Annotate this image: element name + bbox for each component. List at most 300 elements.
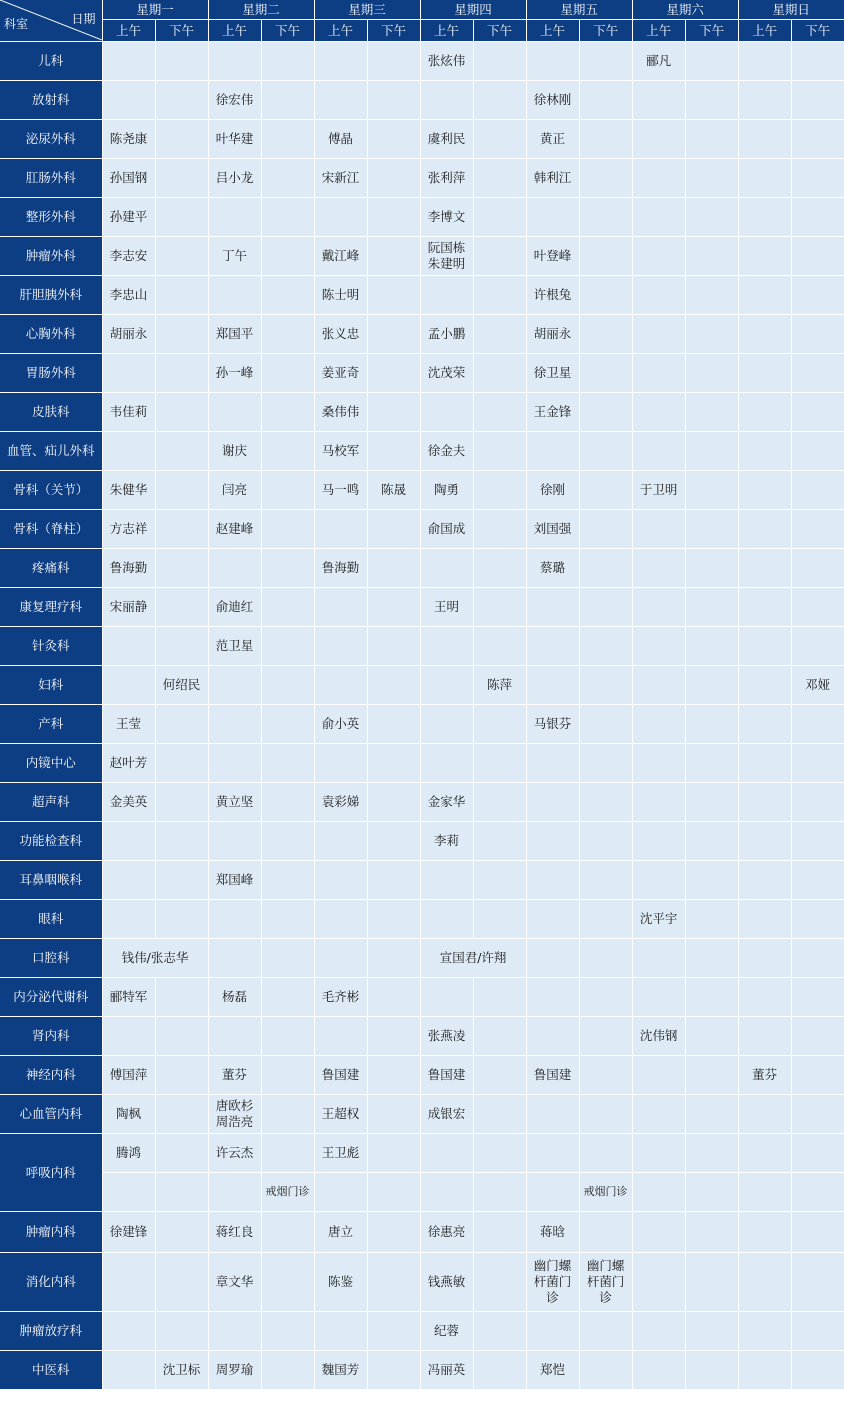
doctor-name: 桑伟伟 (314, 393, 367, 432)
schedule-cell (791, 783, 844, 822)
schedule-cell (420, 705, 473, 744)
schedule-row (0, 354, 844, 393)
schedule-cell (791, 549, 844, 588)
schedule-cell (155, 510, 208, 549)
schedule-cell (473, 1173, 526, 1212)
schedule-cell (155, 900, 208, 939)
doctor-name: 赵叶芳 (102, 744, 155, 783)
schedule-cell (791, 510, 844, 549)
schedule-cell (526, 198, 579, 237)
schedule-cell (526, 42, 579, 81)
schedule-cell (579, 627, 632, 666)
doctor-name: 戒烟门诊 (261, 1173, 314, 1212)
schedule-cell (367, 978, 420, 1017)
schedule-cell (102, 81, 155, 120)
schedule-cell (685, 1312, 738, 1351)
schedule-cell (738, 861, 791, 900)
schedule-cell (579, 42, 632, 81)
doctor-name: 王明 (420, 588, 473, 627)
schedule-cell (420, 861, 473, 900)
schedule-cell (473, 588, 526, 627)
doctor-name: 范卫星 (208, 627, 261, 666)
session-header-row (0, 20, 844, 42)
schedule-cell (791, 354, 844, 393)
doctor-name: 李莉 (420, 822, 473, 861)
doctor-name: 成银宏 (420, 1095, 473, 1134)
schedule-cell (420, 393, 473, 432)
schedule-cell (632, 1095, 685, 1134)
schedule-cell (367, 1173, 420, 1212)
schedule-cell (791, 1212, 844, 1253)
doctor-name: 许云杰 (208, 1134, 261, 1173)
schedule-cell (314, 861, 367, 900)
doctor-name: 傅国萍 (102, 1056, 155, 1095)
schedule-cell (261, 900, 314, 939)
schedule-cell (155, 354, 208, 393)
schedule-cell (738, 42, 791, 81)
schedule-cell (791, 744, 844, 783)
schedule-cell (102, 1017, 155, 1056)
department-name: 泌尿外科 (0, 120, 102, 159)
doctor-name: 李博文 (420, 198, 473, 237)
doctor-name: 魏国芳 (314, 1351, 367, 1390)
schedule-row (0, 1134, 844, 1173)
schedule-cell (579, 939, 632, 978)
schedule-cell (791, 1056, 844, 1095)
pm-header: 下午 (791, 20, 844, 42)
schedule-cell (367, 1134, 420, 1173)
schedule-cell (208, 1312, 261, 1351)
schedule-cell (420, 549, 473, 588)
schedule-cell (261, 861, 314, 900)
schedule-cell (791, 1134, 844, 1173)
doctor-name: 鲁国建 (314, 1056, 367, 1095)
schedule-cell (155, 471, 208, 510)
schedule-cell (473, 744, 526, 783)
schedule-cell (791, 627, 844, 666)
schedule-cell (791, 315, 844, 354)
doctor-name: 马银芬 (526, 705, 579, 744)
schedule-cell (314, 81, 367, 120)
schedule-cell (738, 1312, 791, 1351)
schedule-cell (791, 588, 844, 627)
schedule-cell (526, 939, 579, 978)
schedule-cell (526, 1095, 579, 1134)
schedule-cell (579, 393, 632, 432)
schedule-cell (526, 900, 579, 939)
doctor-name: 袁彩娣 (314, 783, 367, 822)
schedule-cell (261, 588, 314, 627)
pm-header: 下午 (155, 20, 208, 42)
schedule-row (0, 627, 844, 666)
schedule-cell (473, 1253, 526, 1312)
doctor-name: 蔡璐 (526, 549, 579, 588)
schedule-cell (685, 471, 738, 510)
doctor-name: 何绍民 (155, 666, 208, 705)
schedule-cell (791, 822, 844, 861)
doctor-name: 孙国钢 (102, 159, 155, 198)
doctor-name: 胡丽永 (102, 315, 155, 354)
schedule-cell (738, 1095, 791, 1134)
schedule-cell (261, 315, 314, 354)
day-header: 星期一 (102, 0, 208, 20)
schedule-cell (579, 822, 632, 861)
doctor-name: 张义忠 (314, 315, 367, 354)
schedule-cell (738, 1351, 791, 1390)
department-name: 中医科 (0, 1351, 102, 1390)
schedule-cell (579, 1017, 632, 1056)
department-name: 肿瘤放疗科 (0, 1312, 102, 1351)
schedule-cell (155, 1173, 208, 1212)
schedule-cell (632, 1253, 685, 1312)
schedule-cell (367, 42, 420, 81)
schedule-cell (314, 198, 367, 237)
schedule-cell (261, 1253, 314, 1312)
schedule-cell (261, 81, 314, 120)
schedule-cell (208, 42, 261, 81)
schedule-cell (526, 666, 579, 705)
schedule-cell (473, 510, 526, 549)
schedule-cell (579, 198, 632, 237)
corner-date-label: 日期 (71, 12, 96, 26)
schedule-row (0, 900, 844, 939)
schedule-cell (261, 666, 314, 705)
schedule-cell (526, 822, 579, 861)
schedule-cell (526, 627, 579, 666)
schedule-cell (155, 822, 208, 861)
doctor-name: 宋新江 (314, 159, 367, 198)
schedule-cell (685, 1351, 738, 1390)
schedule-cell (579, 276, 632, 315)
schedule-cell (632, 432, 685, 471)
schedule-cell (526, 1173, 579, 1212)
schedule-cell (420, 666, 473, 705)
pm-header: 下午 (579, 20, 632, 42)
am-header: 上午 (632, 20, 685, 42)
schedule-cell (102, 1351, 155, 1390)
schedule-cell (208, 744, 261, 783)
doctor-name: 孟小鹏 (420, 315, 473, 354)
schedule-cell (685, 510, 738, 549)
schedule-cell (685, 1212, 738, 1253)
schedule-cell (261, 159, 314, 198)
schedule-cell (526, 744, 579, 783)
doctor-name: 徐刚 (526, 471, 579, 510)
schedule-cell (102, 666, 155, 705)
schedule-cell (208, 1017, 261, 1056)
schedule-cell (473, 159, 526, 198)
schedule-cell (791, 1253, 844, 1312)
doctor-name: 纪蓉 (420, 1312, 473, 1351)
schedule-cell (473, 1312, 526, 1351)
department-name: 心血管内科 (0, 1095, 102, 1134)
schedule-cell (526, 861, 579, 900)
schedule-cell (526, 1017, 579, 1056)
doctor-name: 李忠山 (102, 276, 155, 315)
schedule-cell (155, 42, 208, 81)
schedule-cell (473, 198, 526, 237)
schedule-cell (367, 783, 420, 822)
department-name: 血管、疝儿外科 (0, 432, 102, 471)
schedule-cell (632, 510, 685, 549)
schedule-cell (261, 1017, 314, 1056)
schedule-cell (791, 237, 844, 276)
schedule-cell (791, 1173, 844, 1212)
schedule-cell (579, 1095, 632, 1134)
schedule-cell (738, 939, 791, 978)
schedule-cell (208, 198, 261, 237)
doctor-name: 周罗瑜 (208, 1351, 261, 1390)
schedule-cell (738, 81, 791, 120)
schedule-cell (685, 978, 738, 1017)
schedule-cell (685, 900, 738, 939)
schedule-row (0, 705, 844, 744)
schedule-cell (155, 705, 208, 744)
schedule-row (0, 939, 844, 978)
schedule-cell (685, 939, 738, 978)
schedule-cell (632, 978, 685, 1017)
schedule-cell (314, 1017, 367, 1056)
schedule-row (0, 393, 844, 432)
schedule-cell (738, 432, 791, 471)
schedule-cell (579, 120, 632, 159)
schedule-cell (685, 549, 738, 588)
doctor-name: 郑国平 (208, 315, 261, 354)
department-name: 儿科 (0, 42, 102, 81)
schedule-cell (208, 549, 261, 588)
doctor-name: 幽门螺 杆菌门 诊 (526, 1253, 579, 1312)
schedule-cell (685, 276, 738, 315)
schedule-cell (102, 1312, 155, 1351)
schedule-cell (367, 705, 420, 744)
schedule-cell (632, 666, 685, 705)
schedule-cell (632, 822, 685, 861)
schedule-cell (791, 159, 844, 198)
pm-header: 下午 (367, 20, 420, 42)
schedule-cell (473, 1017, 526, 1056)
schedule-cell (632, 1173, 685, 1212)
schedule-cell (579, 1056, 632, 1095)
schedule-cell (685, 81, 738, 120)
schedule-cell (367, 588, 420, 627)
schedule-cell (685, 159, 738, 198)
doctor-name: 黄立坚 (208, 783, 261, 822)
schedule-cell (367, 939, 420, 978)
schedule-cell (685, 393, 738, 432)
schedule-cell (261, 705, 314, 744)
doctor-name: 傅晶 (314, 120, 367, 159)
doctor-name: 郦特军 (102, 978, 155, 1017)
schedule-cell (367, 744, 420, 783)
schedule-cell (314, 588, 367, 627)
schedule-cell (102, 861, 155, 900)
schedule-cell (261, 432, 314, 471)
schedule-cell (791, 939, 844, 978)
department-name: 放射科 (0, 81, 102, 120)
schedule-cell (367, 1212, 420, 1253)
schedule-cell (261, 510, 314, 549)
schedule-cell (685, 198, 738, 237)
doctor-name: 陈晟 (367, 471, 420, 510)
schedule-cell (685, 588, 738, 627)
doctor-name: 章文华 (208, 1253, 261, 1312)
doctor-name: 沈伟钢 (632, 1017, 685, 1056)
schedule-cell (738, 1134, 791, 1173)
schedule-cell (314, 1312, 367, 1351)
schedule-cell (579, 783, 632, 822)
doctor-name: 叶登峰 (526, 237, 579, 276)
schedule-cell (579, 588, 632, 627)
schedule-cell (738, 510, 791, 549)
schedule-cell (685, 1173, 738, 1212)
department-name: 肿瘤内科 (0, 1212, 102, 1253)
schedule-cell (526, 1134, 579, 1173)
schedule-cell (473, 822, 526, 861)
department-name: 眼科 (0, 900, 102, 939)
doctor-name: 朱健华 (102, 471, 155, 510)
schedule-row (0, 432, 844, 471)
doctor-name: 胡丽永 (526, 315, 579, 354)
doctor-name: 虞利民 (420, 120, 473, 159)
schedule-cell (473, 393, 526, 432)
schedule-cell (685, 861, 738, 900)
schedule-cell (632, 705, 685, 744)
schedule-cell (685, 744, 738, 783)
schedule-cell (632, 1056, 685, 1095)
schedule-cell (261, 1134, 314, 1173)
schedule-row (0, 42, 844, 81)
schedule-cell (420, 1173, 473, 1212)
schedule-row (0, 120, 844, 159)
schedule-cell (685, 705, 738, 744)
schedule-cell (473, 627, 526, 666)
schedule-cell (261, 42, 314, 81)
schedule-cell (155, 1056, 208, 1095)
schedule-cell (473, 237, 526, 276)
schedule-cell (473, 978, 526, 1017)
department-name: 心胸外科 (0, 315, 102, 354)
corner-header (0, 0, 102, 42)
schedule-cell (738, 744, 791, 783)
doctor-name: 鲁国建 (526, 1056, 579, 1095)
doctor-name: 戴江峰 (314, 237, 367, 276)
schedule-cell (261, 120, 314, 159)
schedule-cell (155, 393, 208, 432)
schedule-cell (579, 159, 632, 198)
day-header-row (0, 0, 844, 20)
schedule-cell (579, 705, 632, 744)
schedule-cell (685, 237, 738, 276)
schedule-row (0, 978, 844, 1017)
doctor-name: 孙一峰 (208, 354, 261, 393)
doctor-name: 韩利江 (526, 159, 579, 198)
doctor-name: 丁午 (208, 237, 261, 276)
schedule-cell (102, 42, 155, 81)
schedule-cell (738, 1017, 791, 1056)
schedule-cell (632, 159, 685, 198)
doctor-name: 蒋红良 (208, 1212, 261, 1253)
doctor-name: 方志祥 (102, 510, 155, 549)
department-name: 消化内科 (0, 1253, 102, 1312)
schedule-cell (526, 978, 579, 1017)
schedule-row (0, 81, 844, 120)
schedule-cell (685, 432, 738, 471)
schedule-cell (738, 978, 791, 1017)
department-name: 康复理疗科 (0, 588, 102, 627)
doctor-name: 幽门螺 杆菌门 诊 (579, 1253, 632, 1312)
schedule-cell (791, 42, 844, 81)
schedule-cell (473, 1351, 526, 1390)
department-name: 肝胆胰外科 (0, 276, 102, 315)
doctor-name: 鲁海勤 (314, 549, 367, 588)
schedule-cell (473, 861, 526, 900)
schedule-cell (791, 1017, 844, 1056)
doctor-name: 谢庆 (208, 432, 261, 471)
pm-header: 下午 (261, 20, 314, 42)
schedule-row (0, 1212, 844, 1253)
doctor-name: 郦凡 (632, 42, 685, 81)
schedule-cell (791, 276, 844, 315)
schedule-cell (261, 1212, 314, 1253)
schedule-cell (579, 315, 632, 354)
schedule-cell (208, 900, 261, 939)
doctor-name: 郑恺 (526, 1351, 579, 1390)
department-name: 肿瘤外科 (0, 237, 102, 276)
day-header: 星期五 (526, 0, 632, 20)
schedule-cell (261, 393, 314, 432)
doctor-name: 王超权 (314, 1095, 367, 1134)
schedule-cell (579, 978, 632, 1017)
schedule-cell (791, 900, 844, 939)
schedule-cell (208, 1173, 261, 1212)
schedule-cell (473, 315, 526, 354)
schedule-cell (155, 861, 208, 900)
schedule-cell (685, 627, 738, 666)
schedule-cell (791, 120, 844, 159)
doctor-name: 张炫伟 (420, 42, 473, 81)
schedule-cell (155, 744, 208, 783)
schedule-cell (685, 1253, 738, 1312)
schedule-cell (632, 276, 685, 315)
schedule-cell (579, 354, 632, 393)
schedule-cell (314, 939, 367, 978)
schedule-cell (685, 1095, 738, 1134)
schedule-cell (367, 549, 420, 588)
schedule-cell (261, 627, 314, 666)
pm-header: 下午 (685, 20, 738, 42)
doctor-name: 冯丽英 (420, 1351, 473, 1390)
doctor-name: 李志安 (102, 237, 155, 276)
schedule-cell (155, 1312, 208, 1351)
schedule-cell (367, 81, 420, 120)
schedule-row (0, 1351, 844, 1390)
schedule-cell (261, 276, 314, 315)
department-name: 整形外科 (0, 198, 102, 237)
doctor-name: 陈鉴 (314, 1253, 367, 1312)
schedule-cell (579, 81, 632, 120)
schedule-cell (155, 549, 208, 588)
schedule-cell (579, 744, 632, 783)
doctor-name: 唐欧杉 周浩亮 (208, 1095, 261, 1134)
schedule-cell (791, 198, 844, 237)
schedule-row (0, 666, 844, 705)
schedule-cell (738, 315, 791, 354)
schedule-cell (367, 159, 420, 198)
am-header: 上午 (738, 20, 791, 42)
schedule-cell (102, 1173, 155, 1212)
schedule-cell (791, 81, 844, 120)
schedule-cell (208, 822, 261, 861)
